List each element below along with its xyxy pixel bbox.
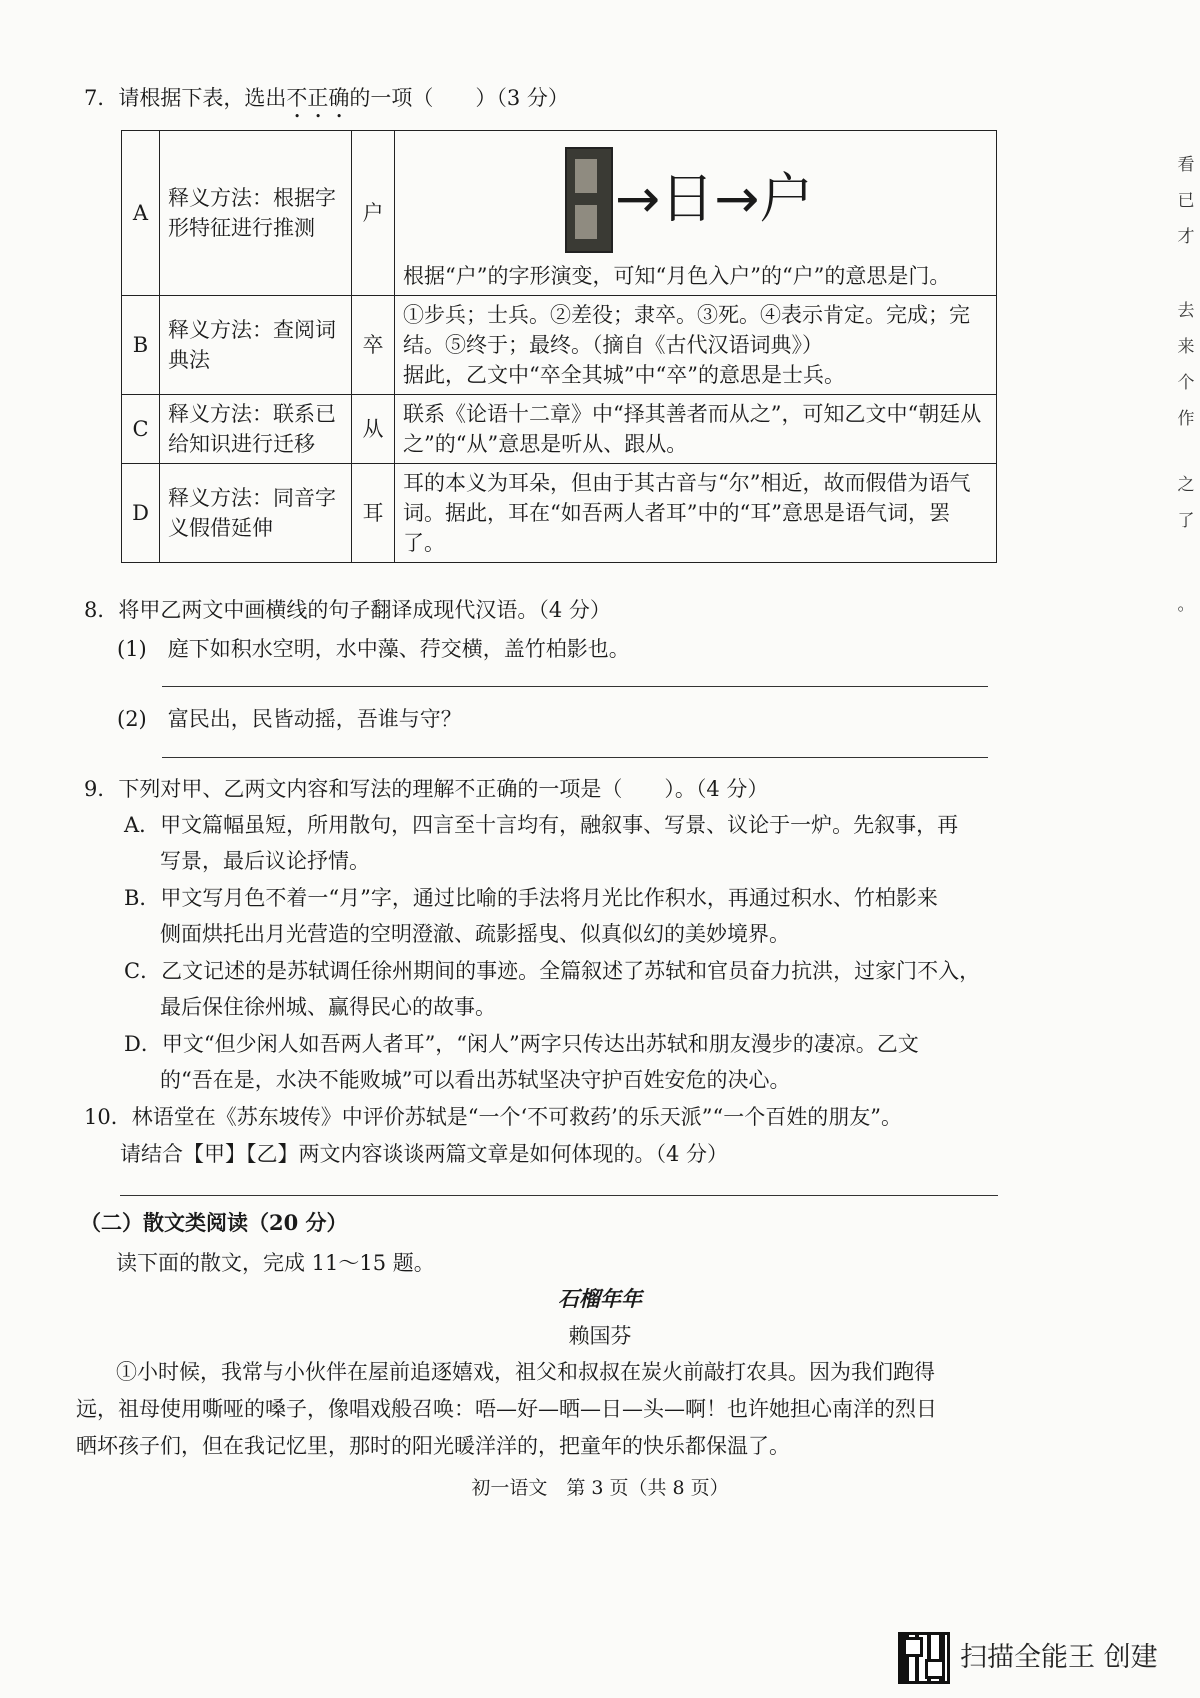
glyph-sequence: →日→户 (615, 167, 814, 230)
answer-line (120, 1195, 998, 1196)
table-row (122, 395, 997, 464)
char-cell: 户 (352, 131, 395, 296)
q9-option-d-cont: 的“吾在是，水决不能败城”可以看出苏轼坚决守护百姓安危的决心。 (160, 1068, 791, 1092)
method-cell: 释义方法：根据字形特征进行推测 (160, 131, 352, 296)
q7-stem-emphasis: 不正确 (286, 86, 350, 110)
answer-line (162, 686, 988, 687)
answer-line (162, 757, 988, 758)
q7-stem-suffix: 的一项（ ）（3 分） (349, 86, 569, 110)
content-cell: ①步兵；士兵。②差役；隶卒。③死。④表示肯定。完成；完结。⑤终于；最终。（摘自《古代汉语词典》） 据此，乙文中“卒全其城”中“卒”的意思是士兵。 (395, 296, 997, 395)
margin-char: 来 (1177, 337, 1195, 357)
method-cell: 释义方法：同音字义假借延伸 (160, 464, 352, 563)
content-cell: 联系《论语十二章》中“择其善者而从之”，可知乙文中“朝廷从之”的“从”意思是听从、跟从。 (395, 395, 997, 464)
q10-stem-cont: 请结合【甲】【乙】两文内容谈谈两篇文章是如何体现的。（4 分） (120, 1142, 729, 1166)
margin-char: 已 (1177, 191, 1195, 211)
content-cell: 耳的本义为耳朵，但由于其古音与“尔”相近，故而假借为语气词。据此，耳在“如吾两人者耳”中的“耳”意思是语气词，罢了。 (395, 464, 997, 563)
method-cell: 释义方法：查阅词典法 (160, 296, 352, 395)
q8-item-1: (1) 庭下如积水空明，水中藻、荇交横，盖竹柏影也。 (117, 637, 630, 661)
essay-paragraph-line: ①小时候，我常与小伙伴在屋前追逐嬉戏，祖父和叔叔在炭火前敲打农具。因为我们跑得 (116, 1360, 935, 1384)
essay-paragraph-line: 远，祖母使用嘶哑的嗓子，像唱戏般召唤：唔—好—晒—日—头—啊！也许她担心南洋的烈日 (76, 1397, 937, 1421)
q9-stem: 9．下列对甲、乙两文内容和写法的理解不正确的一项是（ ）。（4 分） (84, 777, 769, 801)
q7-stem (84, 82, 569, 123)
bronze-script-glyph-icon (565, 147, 613, 253)
q9-option-b-cont: 侧面烘托出月光营造的空明澄澈、疏影摇曳、似真似幻的美妙境界。 (160, 922, 790, 946)
table-row (122, 464, 997, 563)
q9-option-c: C．乙文记述的是苏轼调任徐州期间的事迹。全篇叙述了苏轼和官员奋力抗洪，过家门不入， (124, 959, 981, 983)
margin-char: 才 (1177, 227, 1195, 247)
margin-char: 去 (1177, 301, 1195, 321)
content-text: 根据“户”的字形演变，可知“月色入户”的“户”的意思是门。 (403, 264, 951, 288)
margin-char: 作 (1177, 409, 1195, 429)
q9-option-a-cont: 写景，最后议论抒情。 (160, 849, 370, 873)
margin-char: 看 (1177, 155, 1195, 175)
essay-paragraph-line: 晒坏孩子们，但在我记忆里，那时的阳光暖洋洋的，把童年的快乐都保温了。 (76, 1434, 790, 1458)
qr-code-icon (898, 1632, 950, 1684)
content-cell (395, 131, 997, 296)
option-letter: A (122, 131, 160, 296)
q9-option-b: B．甲文写月色不着一“月”字，通过比喻的手法将月光比作积水，再通过积水、竹柏影来 (124, 886, 938, 910)
option-letter: B (122, 296, 160, 395)
char-cell: 从 (352, 395, 395, 464)
section-instruction: 读下面的散文，完成 11～15 题。 (116, 1251, 435, 1275)
method-cell: 释义方法：联系已给知识进行迁移 (160, 395, 352, 464)
q9-option-c-cont: 最后保住徐州城、赢得民心的故事。 (160, 995, 496, 1019)
table-row (122, 296, 997, 395)
essay-title: 石榴年年 (558, 1286, 642, 1311)
q8-item-2: (2) 富民出，民皆动摇，吾谁与守？ (117, 707, 462, 731)
essay-author: 赖国芬 (568, 1324, 632, 1348)
margin-char: 。 (1177, 595, 1195, 615)
scanner-watermark: 扫描全能王 创建 (960, 1642, 1158, 1673)
q9-option-a: A．甲文篇幅虽短，所用散句，四言至十言均有，融叙事、写景、议论于一炉。先叙事，再 (124, 813, 959, 837)
table-row (122, 131, 997, 296)
glyph-evolution (403, 143, 988, 261)
page-footer: 初一语文 第 3 页（共 8 页） (471, 1477, 729, 1499)
margin-char: 个 (1177, 373, 1195, 393)
margin-char: 之 (1177, 475, 1195, 495)
char-cell: 耳 (352, 464, 395, 563)
q10-stem: 10．林语堂在《苏东坡传》中评价苏轼是“一个‘不可救药’的乐天派”“一个百姓的朋友”。 (84, 1105, 903, 1129)
q7-table (121, 130, 997, 563)
q9-option-d: D．甲文“但少闲人如吾两人者耳”，“闲人”两字只传达出苏轼和朋友漫步的凄凉。乙文 (124, 1032, 919, 1056)
q8-stem: 8．将甲乙两文中画横线的句子翻译成现代汉语。（4 分） (84, 598, 611, 622)
q7-stem-prefix: 7．请根据下表，选出 (84, 86, 287, 110)
option-letter: D (122, 464, 160, 563)
margin-char: 了 (1177, 511, 1195, 531)
option-letter: C (122, 395, 160, 464)
section-heading: （二）散文类阅读（20 分） (80, 1210, 348, 1235)
char-cell: 卒 (352, 296, 395, 395)
